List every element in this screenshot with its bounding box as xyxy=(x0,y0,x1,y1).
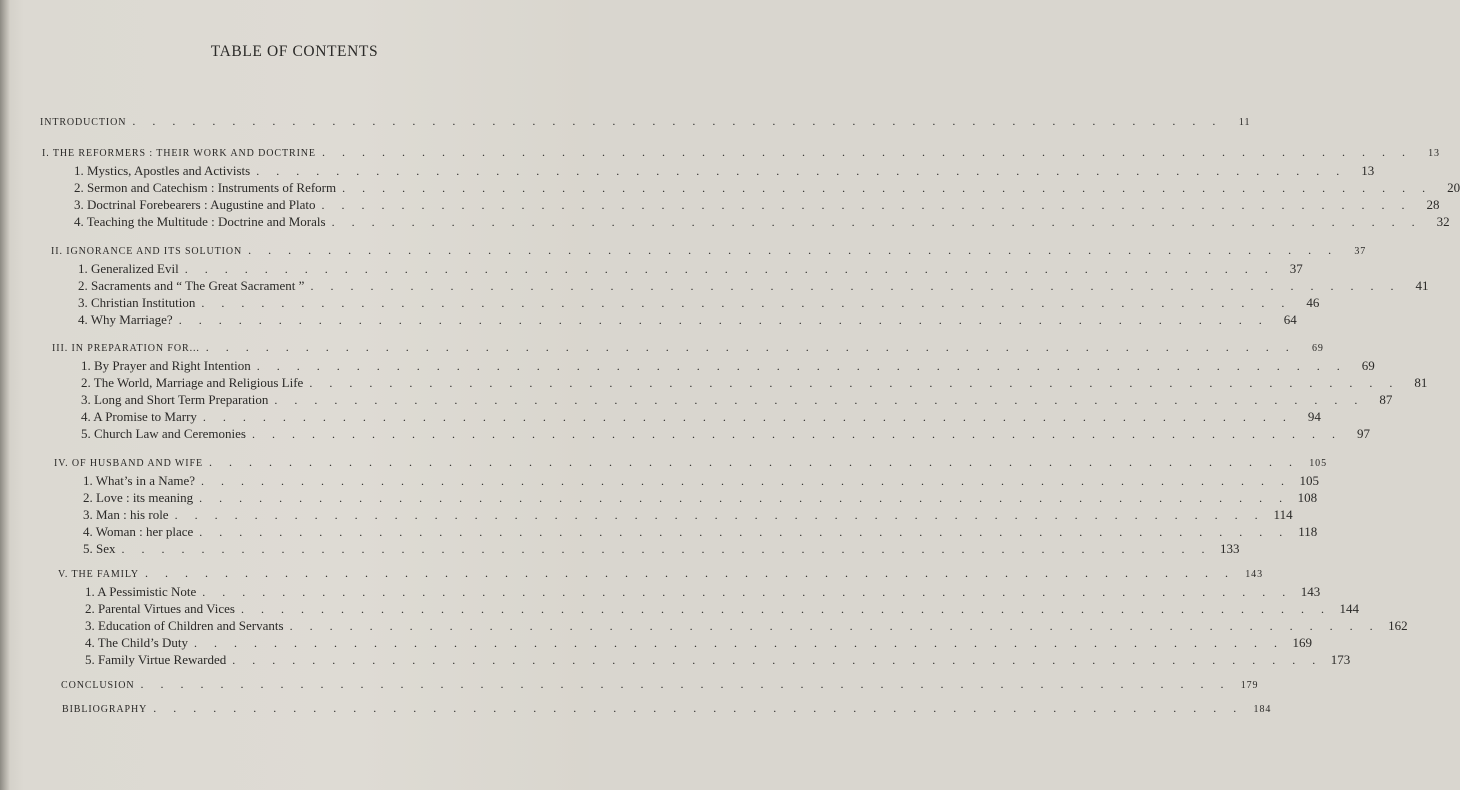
toc-section xyxy=(85,634,1313,652)
toc-entry-page: 20 xyxy=(1447,180,1460,195)
toc-entry-label: CONCLUSION xyxy=(61,680,135,691)
toc-section xyxy=(85,651,1351,669)
dot-leader: . . . . . . . . . . . . . . . . . . . . . . . . . . . . . . . . . . . . . . . . . . . . . . . . . . . . . . . xyxy=(184,262,1275,276)
toc-entry-label: I. THE REFORMERS : THEIR WORK AND DOCTRINE xyxy=(42,148,316,159)
toc-section xyxy=(74,213,1450,231)
toc-entry-label: 5. Sex xyxy=(83,541,116,556)
toc-chapter-5 xyxy=(58,564,1263,582)
toc-entry-page: 37 xyxy=(1289,261,1303,276)
dot-leader: . . . . . . . . . . . . . . . . . . . . . . . . . . . . . . . . . . . . . . . . . . . . . . . . . . . . . . . xyxy=(205,340,1296,354)
dot-leader: . . . . . . . . . . . . . . . . . . . . . . . . . . . . . . . . . . . . . . . . . . . . . . . . . . . . . . . xyxy=(199,491,1290,505)
dot-leader: . . . . . . . . . . . . . . . . . . . . . . . . . . . . . . . . . . . . . . . . . . . . . . . . . . . . . . . xyxy=(256,359,1347,373)
dot-leader: . . . . . . . . . . . . . . . . . . . . . . . . . . . . . . . . . . . . . . . . . . . . . . . . . . . . . . . xyxy=(202,410,1293,424)
toc-entry-label: 5. Family Virtue Rewarded xyxy=(85,652,227,667)
toc-entry-label: 1. What’s in a Name? xyxy=(83,473,196,488)
toc-entry-page: 143 xyxy=(1245,569,1263,580)
toc-section xyxy=(81,357,1375,375)
toc-chapter-4 xyxy=(54,453,1327,471)
page-title: TABLE OF CONTENTS xyxy=(210,43,379,60)
toc-section xyxy=(85,617,1408,635)
toc-entry-introduction xyxy=(40,112,1251,130)
dot-leader: . . . . . . . . . . . . . . . . . . . . . . . . . . . . . . . . . . . . . . . . . . . . . . . . . . . . . . . xyxy=(202,585,1293,599)
toc-entry-page: 64 xyxy=(1283,312,1297,327)
toc-section xyxy=(78,277,1429,295)
dot-leader: . . . . . . . . . . . . . . . . . . . . . . . . . . . . . . . . . . . . . . . . . . . . . . . . . . . . . . . xyxy=(132,114,1223,128)
toc-entry-page: 179 xyxy=(1240,680,1259,691)
toc-section xyxy=(74,162,1375,180)
toc-entry-label: 2. Parental Virtues and Vices xyxy=(85,601,235,616)
toc-entry-page: 173 xyxy=(1330,652,1351,667)
toc-entry-page: 184 xyxy=(1253,704,1272,715)
dot-leader: . . . . . . . . . . . . . . . . . . . . . . . . . . . . . . . . . . . . . . . . . . . . . . . . . . . . . . . xyxy=(201,474,1292,488)
dot-leader: . . . . . . . . . . . . . . . . . . . . . . . . . . . . . . . . . . . . . . . . . . . . . . . . . . . . . . . xyxy=(289,619,1380,633)
toc-entry-label: 4. Teaching the Multitude : Doctrine and Morals xyxy=(74,214,326,229)
dot-leader: . . . . . . . . . . . . . . . . . . . . . . . . . . . . . . . . . . . . . . . . . . . . . . . . . . . . . . . xyxy=(342,181,1433,195)
dot-leader: . . . . . . . . . . . . . . . . . . . . . . . . . . . . . . . . . . . . . . . . . . . . . . . . . . . . . . . xyxy=(153,701,1244,715)
dot-leader: . . . . . . . . . . . . . . . . . . . . . . . . . . . . . . . . . . . . . . . . . . . . . . . . . . . . . . . xyxy=(144,566,1235,580)
toc-entry-label: INTRODUCTION xyxy=(40,117,127,128)
toc-entry-page: 169 xyxy=(1292,635,1313,650)
toc-section xyxy=(78,260,1303,278)
toc-entry-page: 105 xyxy=(1309,458,1327,469)
toc-entry-label: 2. The World, Marriage and Religious Life xyxy=(81,375,304,390)
toc-entry-bibliography xyxy=(62,699,1272,717)
toc-entry-label: 4. Why Marriage? xyxy=(78,312,173,327)
toc-entry-page: 144 xyxy=(1339,601,1359,616)
toc-section xyxy=(83,489,1318,507)
toc-entry-label: BIBLIOGRAPHY xyxy=(62,704,148,715)
toc-section xyxy=(83,540,1240,558)
toc-entry-page: 97 xyxy=(1356,426,1370,441)
toc-section xyxy=(81,374,1428,392)
toc-section xyxy=(83,506,1293,524)
toc-entry-page: 108 xyxy=(1297,490,1318,505)
toc-entry-label: 2. Sermon and Catechism : Instruments of Reform xyxy=(74,180,337,195)
toc-entry-page: 69 xyxy=(1311,343,1324,354)
toc-section xyxy=(83,523,1318,541)
toc-entry-label: 3. Doctrinal Forebearers : Augustine and Plato xyxy=(74,197,316,212)
toc-entry-label: 3. Man : his role xyxy=(83,507,169,522)
toc-entry-page: 81 xyxy=(1414,375,1428,390)
toc-entry-label: 5. Church Law and Ceremonies xyxy=(81,426,246,441)
toc-section xyxy=(74,179,1460,197)
dot-leader: . . . . . . . . . . . . . . . . . . . . . . . . . . . . . . . . . . . . . . . . . . . . . . . . . . . . . . . xyxy=(321,198,1412,212)
toc-entry-page: 41 xyxy=(1415,278,1429,293)
dot-leader: . . . . . . . . . . . . . . . . . . . . . . . . . . . . . . . . . . . . . . . . . . . . . . . . . . . . . . . xyxy=(208,455,1299,469)
toc-entry-label: 2. Sacraments and “ The Great Sacrament ” xyxy=(78,278,305,293)
dot-leader: . . . . . . . . . . . . . . . . . . . . . . . . . . . . . . . . . . . . . . . . . . . . . . . . . . . . . . . xyxy=(274,393,1365,407)
toc-entry-page: 28 xyxy=(1426,197,1440,212)
toc-section xyxy=(81,408,1321,426)
dot-leader: . . . . . . . . . . . . . . . . . . . . . . . . . . . . . . . . . . . . . . . . . . . . . . . . . . . . . . . xyxy=(256,164,1347,178)
dot-leader: . . . . . . . . . . . . . . . . . . . . . . . . . . . . . . . . . . . . . . . . . . . . . . . . . . . . . . . xyxy=(321,145,1412,159)
dot-leader: . . . . . . . . . . . . . . . . . . . . . . . . . . . . . . . . . . . . . . . . . . . . . . . . . . . . . . . xyxy=(309,376,1400,390)
toc-entry-label: II. IGNORANCE AND ITS SOLUTION xyxy=(51,246,243,257)
toc-entry-label: IV. OF HUSBAND AND WIFE xyxy=(54,458,203,469)
toc-chapter-1 xyxy=(42,143,1440,161)
toc-entry-label: 1. A Pessimistic Note xyxy=(85,584,197,599)
toc-entry-label: 4. The Child’s Duty xyxy=(85,635,189,650)
toc-entry-label: V. THE FAMILY xyxy=(58,569,139,580)
toc-entry-label: 1. Mystics, Apostles and Activists xyxy=(74,163,251,178)
toc-chapter-3 xyxy=(52,338,1324,356)
toc-entry-label: III. IN PREPARATION FOR... xyxy=(52,343,200,354)
toc-entry-page: 37 xyxy=(1354,246,1367,257)
dot-leader: . . . . . . . . . . . . . . . . . . . . . . . . . . . . . . . . . . . . . . . . . . . . . . . . . . . . . . . xyxy=(201,296,1292,310)
toc-entry-page: 105 xyxy=(1299,473,1320,488)
toc-section xyxy=(83,472,1320,490)
toc-entry-conclusion xyxy=(61,675,1259,693)
toc-entry-page: 114 xyxy=(1273,507,1293,522)
toc-entry-label: 4. Woman : her place xyxy=(83,524,194,539)
toc-section xyxy=(81,391,1393,409)
toc-entry-page: 32 xyxy=(1436,214,1450,229)
dot-leader: . . . . . . . . . . . . . . . . . . . . . . . . . . . . . . . . . . . . . . . . . . . . . . . . . . . . . . . xyxy=(248,243,1339,257)
dot-leader: . . . . . . . . . . . . . . . . . . . . . . . . . . . . . . . . . . . . . . . . . . . . . . . . . . . . . . . xyxy=(251,427,1342,441)
toc-entry-page: 133 xyxy=(1220,541,1240,556)
toc-chapter-2 xyxy=(51,241,1367,259)
toc-section xyxy=(81,425,1370,443)
toc-section xyxy=(85,600,1359,618)
dot-leader: . . . . . . . . . . . . . . . . . . . . . . . . . . . . . . . . . . . . . . . . . . . . . . . . . . . . . . . xyxy=(232,653,1323,667)
toc-section xyxy=(85,583,1321,601)
toc-entry-page: 11 xyxy=(1238,117,1251,128)
toc-entry-page: 118 xyxy=(1298,524,1318,539)
toc-entry-label: 1. By Prayer and Right Intention xyxy=(81,358,251,373)
toc-section xyxy=(78,311,1297,329)
toc-entry-page: 13 xyxy=(1361,163,1375,178)
dot-leader: . . . . . . . . . . . . . . . . . . . . . . . . . . . . . . . . . . . . . . . . . . . . . . . . . . . . . . . xyxy=(199,525,1290,539)
toc-entry-page: 162 xyxy=(1388,618,1408,633)
toc-entry-page: 143 xyxy=(1300,584,1321,599)
toc-entry-label: 2. Love : its meaning xyxy=(83,490,194,505)
toc-entry-page: 94 xyxy=(1307,409,1321,424)
toc-entry-page: 69 xyxy=(1361,358,1375,373)
dot-leader: . . . . . . . . . . . . . . . . . . . . . . . . . . . . . . . . . . . . . . . . . . . . . . . . . . . . . . . xyxy=(121,542,1212,556)
toc-entry-label: 1. Generalized Evil xyxy=(78,261,179,276)
dot-leader: . . . . . . . . . . . . . . . . . . . . . . . . . . . . . . . . . . . . . . . . . . . . . . . . . . . . . . . xyxy=(174,508,1265,522)
toc-section xyxy=(78,294,1320,312)
page-gutter-shadow xyxy=(0,0,10,790)
toc-entry-label: 3. Christian Institution xyxy=(78,295,196,310)
toc-entry-label: 3. Education of Children and Servants xyxy=(85,618,284,633)
toc-entry-label: 3. Long and Short Term Preparation xyxy=(81,392,269,407)
toc-entry-page: 87 xyxy=(1379,392,1393,407)
dot-leader: . . . . . . . . . . . . . . . . . . . . . . . . . . . . . . . . . . . . . . . . . . . . . . . . . . . . . . . xyxy=(240,602,1331,616)
toc-entry-page: 13 xyxy=(1428,148,1440,159)
toc-entry-label: 4. A Promise to Marry xyxy=(81,409,197,424)
dot-leader: . . . . . . . . . . . . . . . . . . . . . . . . . . . . . . . . . . . . . . . . . . . . . . . . . . . . . . . xyxy=(331,215,1422,229)
dot-leader: . . . . . . . . . . . . . . . . . . . . . . . . . . . . . . . . . . . . . . . . . . . . . . . . . . . . . . . xyxy=(194,636,1285,650)
dot-leader: . . . . . . . . . . . . . . . . . . . . . . . . . . . . . . . . . . . . . . . . . . . . . . . . . . . . . . . xyxy=(310,279,1401,293)
toc-section xyxy=(74,196,1440,214)
dot-leader: . . . . . . . . . . . . . . . . . . . . . . . . . . . . . . . . . . . . . . . . . . . . . . . . . . . . . . . xyxy=(178,313,1269,327)
dot-leader: . . . . . . . . . . . . . . . . . . . . . . . . . . . . . . . . . . . . . . . . . . . . . . . . . . . . . . . xyxy=(140,677,1231,691)
toc-entry-page: 46 xyxy=(1306,295,1320,310)
